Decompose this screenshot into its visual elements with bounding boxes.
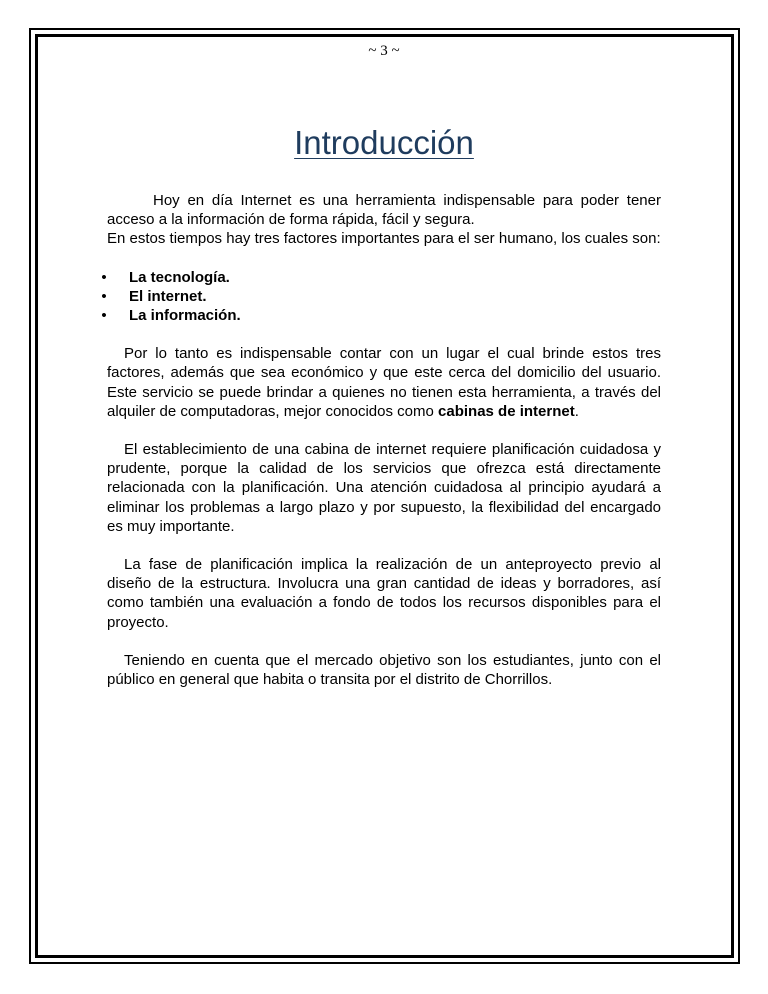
list-item: • El internet. <box>107 287 661 306</box>
paragraph-planificacion: El establecimiento de una cabina de internet requiere planificación cuidadosa y prudente, porque la calidad de los servicios que ofrezca está directamente relacionada con la planificación. Una atención cuidadosa al principio ayudará a eliminar los problemas a largo plazo y por supuesto, la flexibilidad del encargado es muy importante. <box>107 441 661 535</box>
paragraph-mercado: Teniendo en cuenta que el mercado objetivo son los estudiantes, junto con el público en general que habita o transita por el distrito de Chorrillos. <box>107 651 661 689</box>
document-body <box>101 191 661 689</box>
page-number: ~ 3 ~ <box>368 43 400 59</box>
bullet-icon: • <box>101 287 107 305</box>
list-item: • La tecnología. <box>107 268 661 287</box>
bold-term: cabinas de internet <box>438 402 575 420</box>
bullet-icon: • <box>101 307 107 325</box>
page-title <box>0 120 768 166</box>
title-text: Introducción <box>294 124 474 161</box>
factors-list <box>101 268 661 326</box>
list-item: • La información. <box>107 306 661 325</box>
paragraph-cabinas: Por lo tanto es indispensable contar con un lugar el cual brinde estos tres factores, además que sea económico y que este cerca del domicilio del usuario. Este servicio se puede brindar a quienes no tienen esta herramienta, a través del alquiler de computadoras, mejor conocidos como cabinas de internet. <box>107 345 661 420</box>
intro-paragraph: Hoy en día Internet es una herramienta indispensable para poder tener acceso a la información de forma rápida, fácil y segura. <box>107 192 661 229</box>
bullet-icon: • <box>101 268 107 286</box>
paragraph-anteproyecto: La fase de planificación implica la realización de un anteproyecto previo al diseño de la estructura. Involucra una gran cantidad de ideas y borradores, así como también una evaluación a fondo de todos los recursos disponibles para el proyecto. <box>107 556 661 631</box>
factors-intro-paragraph: En estos tiempos hay tres factores importantes para el ser humano, los cuales son: <box>107 230 661 248</box>
